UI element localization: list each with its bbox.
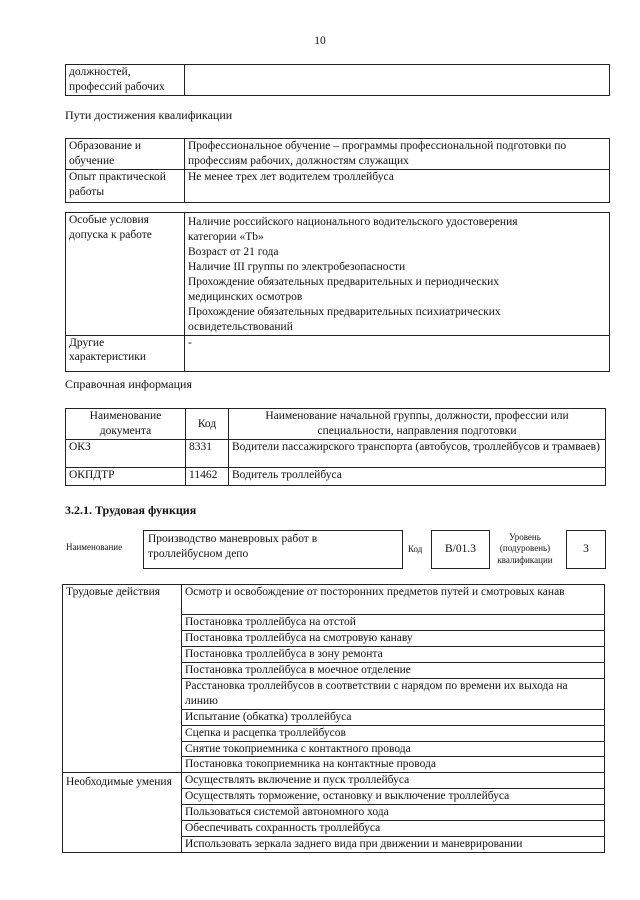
function-heading: 3.2.1. Трудовая функция [65,503,197,517]
reference-cell: 11462 [186,468,229,486]
action-item: Постановка троллейбуса на смотровую канаву [182,630,605,646]
page-number: 10 [314,35,326,47]
function-code-box [431,530,490,569]
action-item: Испытание (обкатка) троллейбуса [182,709,605,725]
function-name-value: Производство маневровых работ в троллейбусном депо [148,533,318,560]
reference-cell: Водители пассажирского транспорта (автобусов, троллейбусов и трамваев) [229,440,606,468]
skill-item: Обеспечивать сохранность троллейбуса [182,821,605,837]
qualification-paths-heading: Пути достижения квалификации [65,108,233,122]
reference-cell: ОКЗ [66,440,186,468]
skills-label: Необходимые умения [63,773,182,853]
action-item: Сцепка и расцепка троллейбусов [182,725,605,741]
function-level-value: 3 [583,543,589,555]
admission-item: Возраст от 21 года [188,245,279,258]
other-characteristics-label: Другие характеристики [66,335,185,371]
function-name-box [143,530,403,569]
function-code-label: Код [408,544,423,554]
reference-cell: 8331 [186,440,229,468]
table-row [66,440,606,468]
action-item: Осмотр и освобождение от посторонних предметов путей и смотровых канав [182,585,605,615]
reference-cell: ОКПДТР [66,468,186,486]
action-item: Постановка троллейбуса на отстой [182,615,605,631]
admission-item: Наличие российского национального водительского удостоверения категории «Tb» [188,216,518,243]
admission-table [65,212,610,372]
action-item: Постановка токоприемника на контактные провода [182,757,605,773]
skill-item: Пользоваться системой автономного хода [182,805,605,821]
skill-item: Осуществлять включение и пуск троллейбуса [182,773,605,789]
action-item: Постановка троллейбуса в зону ремонта [182,646,605,662]
function-name-label: Наименование [66,542,123,552]
action-item: Снятие токоприемника с контактного провода [182,741,605,757]
admission-item: Прохождение обязательных предварительных психиатрических освидетельствований [188,305,501,333]
reference-header-document: Наименование документа [66,409,186,440]
skill-item: Использовать зеркала заднего вида при движении и маневрировании [182,837,605,853]
function-code-value: B/01.3 [445,543,476,555]
other-characteristics-value: - [185,335,610,371]
admission-items [185,213,610,336]
reference-table [65,408,606,486]
experience-label: Опыт практической работы [66,170,185,203]
reference-heading: Справочная информация [65,377,192,391]
admission-item: Прохождение обязательных предварительных и периодических медицинских осмотров [188,275,500,303]
actions-table [62,584,605,853]
table-row [66,468,606,486]
action-item: Расстановка троллейбусов в соответствии с нарядом по времени их выхода на линию [182,678,605,709]
reference-cell: Водитель троллейбуса [229,468,606,486]
education-value: Профессиональное обучение – программы профессиональной подготовки по профессиям рабочих, должностям служащих [185,139,610,170]
admission-item: Наличие III группы по электробезопасности [188,260,406,273]
top-table-cell: должностей, профессий рабочих [66,65,185,96]
actions-label: Трудовые действия [63,585,182,773]
admission-label: Особые условия допуска к работе [66,213,185,336]
reference-header-code: Код [186,409,229,440]
action-item: Постановка троллейбуса в моечное отделение [182,662,605,678]
qualification-paths-table [65,138,610,203]
reference-header-name: Наименование начальной группы, должности, профессии или специальности, направления подготовки [229,409,606,440]
function-level-box [566,530,606,569]
education-label: Образование и обучение [66,139,185,170]
function-level-label: Уровень (подуровень) квалификации [497,532,553,565]
experience-value: Не менее трех лет водителем троллейбуса [185,170,610,203]
top-table [65,64,610,96]
skill-item: Осуществлять торможение, остановку и выключение троллейбуса [182,789,605,805]
top-table-empty [185,65,610,96]
